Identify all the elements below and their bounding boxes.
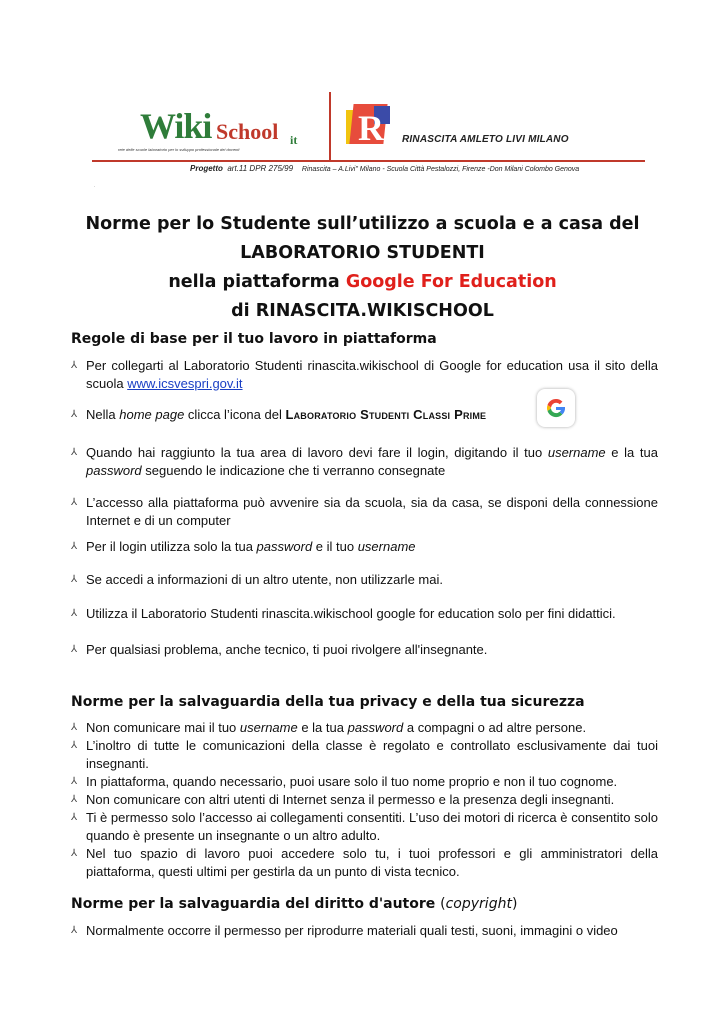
- header-divider: [329, 92, 331, 162]
- bullet-icon: ⅄: [71, 447, 78, 458]
- bullet-icon: ⅄: [71, 722, 78, 733]
- header-rule: [92, 160, 645, 162]
- list-item: ⅄ In piattaforma, quando necessario, puoi usare solo il tuo nome proprio e non il tuo cognome.: [71, 774, 618, 789]
- bullet-icon: ⅄: [71, 409, 78, 420]
- rinascita-r-logo: [344, 100, 394, 148]
- list-item: ⅄ Utilizza il Laboratorio Studenti rinascita.wikischool google for education solo per fini didattici.: [71, 606, 616, 621]
- bullet-icon: ⅄: [71, 925, 78, 936]
- list-item: ⅄ Ti è permesso solo l’accesso ai collegamenti consentiti. L’uso dei motori di ricerca è consentito solo quando è presente un insegnante o un altro adulto.: [71, 810, 658, 843]
- google-g-icon[interactable]: [537, 389, 575, 427]
- stray-dot: .: [94, 183, 96, 189]
- section-heading-copyright: Norme per la salvaguardia del diritto d'autore (copyright): [71, 896, 518, 912]
- wikischool-logo: Wiki School it: [140, 106, 298, 147]
- list-item: ⅄ Non comunicare con altri utenti di Internet senza il permesso e la presenza degli insegnanti.: [71, 792, 615, 807]
- list-item: ⅄ Normalmente occorre il permesso per riprodurre materiali quali testi, suoni, immagini o video: [71, 923, 618, 938]
- bullet-icon: ⅄: [71, 541, 78, 552]
- list-item: ⅄ Per qualsiasi problema, anche tecnico, ti puoi rivolgere all'insegnante.: [71, 642, 488, 657]
- list-item: ⅄ Per collegarti al Laboratorio Studenti rinascita.wikischool di Google for education usa il sito della scuola www.icsvespri.gov.it: [71, 358, 658, 391]
- section-heading-privacy: Norme per la salvaguardia della tua privacy e della tua sicurezza: [71, 694, 585, 710]
- section-heading-basics: Regole di base per il tuo lavoro in piattaforma: [71, 331, 437, 347]
- list-item: ⅄ Quando hai raggiunto la tua area di lavoro devi fare il login, digitando il tuo username e la tua password seguendo le indicazione che ti verranno consegnate: [71, 445, 658, 478]
- list-item: ⅄ Nel tuo spazio di lavoro puoi accedere solo tu, i tuoi professori e gli amministratori della piattaforma, questi ultimi per gestirla da un punto di vista tecnico.: [71, 846, 658, 879]
- bullet-icon: ⅄: [71, 776, 78, 787]
- project-line: Progetto art.11 DPR 275/99 Rinascita – A.Livi" Milano - Scuola Città Pestalozzi, Firenze -Don Milani Colombo Genova: [190, 164, 580, 173]
- svg-text:R: R: [358, 108, 384, 148]
- bullet-icon: ⅄: [71, 740, 78, 751]
- list-item: ⅄ Nella home page clicca l’icona del Laboratorio Studenti Classi Prime: [71, 407, 487, 422]
- bullet-icon: ⅄: [71, 608, 78, 619]
- bullet-icon: ⅄: [71, 644, 78, 655]
- bullet-icon: ⅄: [71, 794, 78, 805]
- list-item: ⅄ L’inoltro di tutte le comunicazioni della classe è regolato e controllato esclusivamente dai tuoi insegnanti.: [71, 738, 658, 771]
- list-item: ⅄ L’accesso alla piattaforma può avvenire sia da scuola, sia da casa, se disponi della connessione Internet e di un computer: [71, 495, 658, 528]
- school-site-link[interactable]: www.icsvespri.gov.it: [127, 375, 243, 391]
- list-item: ⅄ Non comunicare mai il tuo username e la tua password a compagni o ad altre persone.: [71, 720, 587, 735]
- bullet-icon: ⅄: [71, 497, 78, 508]
- bullet-icon: ⅄: [71, 574, 78, 585]
- list-item: ⅄ Per il login utilizza solo la tua password e il tuo username: [71, 539, 416, 554]
- bullet-icon: ⅄: [71, 360, 78, 371]
- school-name: RINASCITA AMLETO LIVI MILANO: [402, 134, 569, 145]
- bullet-icon: ⅄: [71, 812, 78, 823]
- document-title: Norme per lo Studente sull’utilizzo a scuola e a casa del LABORATORIO STUDENTI nella piattaforma Google For Education di RINASCITA.WIKISCHOOL: [85, 214, 640, 321]
- bullet-icon: ⅄: [71, 848, 78, 859]
- list-item: ⅄ Se accedi a informazioni di un altro utente, non utilizzarle mai.: [71, 572, 443, 587]
- logo-tagline: rete delle scuole laboratorio per lo sviluppo professionale dei docenti: [118, 147, 240, 152]
